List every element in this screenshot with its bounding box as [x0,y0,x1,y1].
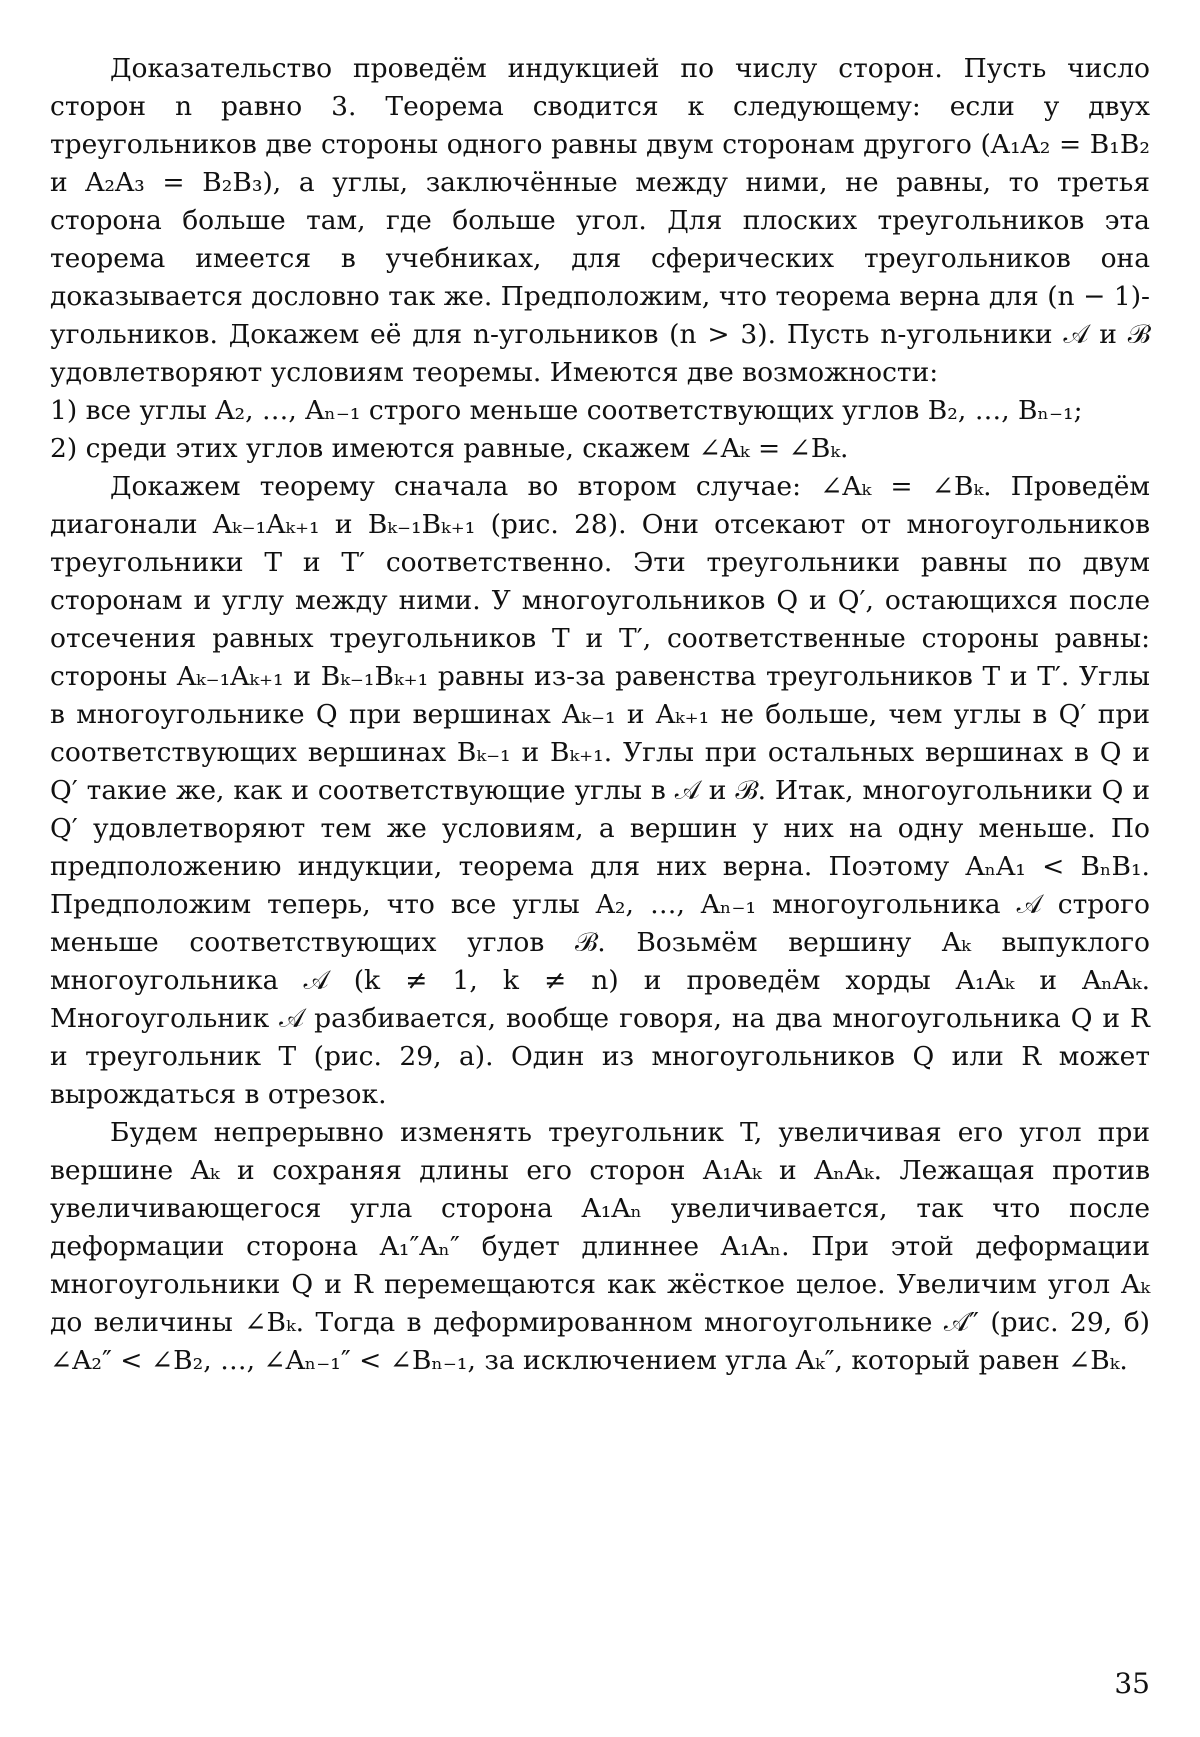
paragraph-induction-proof: Доказательство проведём индукцией по числу сторон. Пусть число сторон n равно 3. Теорема сводится к следующему: если у двух треугольников две стороны одного равны двум сторонам другого (A₁A₂ = B₁B₂ и A₂A₃ = B₂B₃), а углы, заключённые между ними, не равны, то третья сторона больше там, где больше угол. Для плоских треугольников эта теорема имеется в учебниках, для сферических треугольников она доказывается дословно так же. Предположим, что теорема верна для (n − 1)-угольников. Докажем её для n-угольников (n > 3). Пусть n-угольники 𝒜 и ℬ удовлетворяют условиям теоремы. Имеются две возможности: [50,53,1150,388]
case-1-list-item: 1) все углы A₂, …, Aₙ₋₁ строго меньше соответствующих углов B₂, …, Bₙ₋₁; [50,395,1083,426]
page-number: 35 [1114,1667,1150,1700]
paragraph-deformation: Будем непрерывно изменять треугольник T, увеличивая его угол при вершине Aₖ и сохраняя длины его сторон A₁Aₖ и AₙAₖ. Лежащая против увеличивающегося угла сторона A₁Aₙ увеличивается, так что после деформации сторона A₁″Aₙ″ будет длиннее A₁Aₙ. При этой деформации многоугольники Q и R перемещаются как жёсткое целое. Увеличим угол Aₖ до величины ∠Bₖ. Тогда в деформированном многоугольнике 𝒜″ (рис. 29, б) ∠A₂″ < ∠B₂, …, ∠Aₙ₋₁″ < ∠Bₙ₋₁, за исключением угла Aₖ″, который равен ∠Bₖ. [50,1117,1150,1376]
body-text [50,50,1150,1380]
case-2-list-item: 2) среди этих углов имеются равные, скажем ∠Aₖ = ∠Bₖ. [50,433,849,464]
paragraph-second-case: Докажем теорему сначала во втором случае: ∠Aₖ = ∠Bₖ. Проведём диагонали Aₖ₋₁Aₖ₊₁ и Bₖ₋₁Bₖ₊₁ (рис. 28). Они отсекают от многоугольников треугольники T и T′ соответственно. Эти треугольники равны по двум сторонам и углу между ними. У многоугольников Q и Q′, остающихся после отсечения равных треугольников T и T′, соответственные стороны равны: стороны Aₖ₋₁Aₖ₊₁ и Bₖ₋₁Bₖ₊₁ равны из-за равенства треугольников T и T′. Углы в многоугольнике Q при вершинах Aₖ₋₁ и Aₖ₊₁ не больше, чем углы в Q′ при соответствующих вершинах Bₖ₋₁ и Bₖ₊₁. Углы при остальных вершинах в Q и Q′ такие же, как и соответствующие углы в 𝒜 и ℬ. Итак, многоугольники Q и Q′ удовлетворяют тем же условиям, а вершин у них на одну меньше. По предположению индукции, теорема для них верна. Поэтому AₙA₁ < BₙB₁. Предположим теперь, что все углы A₂, …, Aₙ₋₁ многоугольника 𝒜 строго меньше соответствующих углов ℬ. Возьмём вершину Aₖ выпуклого многоугольника 𝒜 (k ≠ 1, k ≠ n) и проведём хорды A₁Aₖ и AₙAₖ. Многоугольник 𝒜 разбивается, вообще говоря, на два многоугольника Q и R и треугольник T (рис. 29, а). Один из многоугольников Q или R может вырождаться в отрезок. [50,471,1150,1110]
